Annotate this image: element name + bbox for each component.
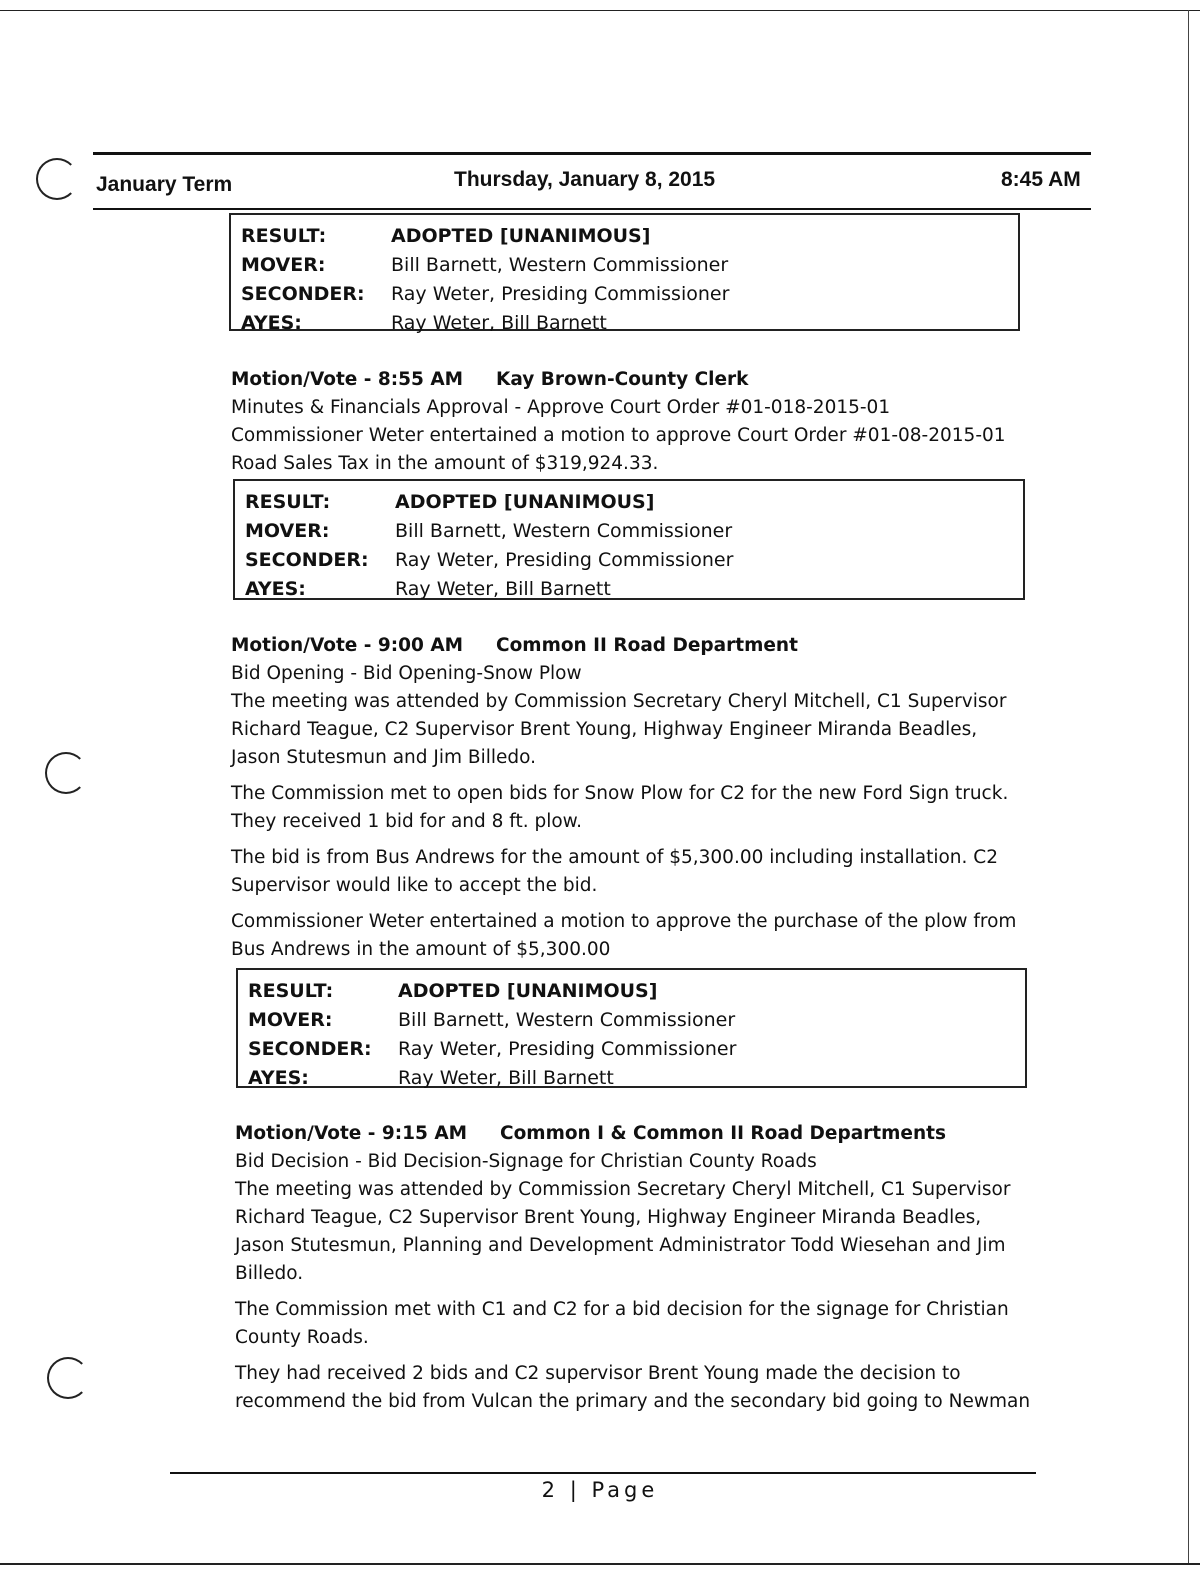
result-row xyxy=(241,221,1018,250)
page-edge-right xyxy=(1188,10,1189,1565)
result-value: ADOPTED [UNANIMOUS] xyxy=(391,224,651,247)
result-label: RESULT: xyxy=(248,979,334,1002)
motion-heading xyxy=(235,1120,1035,1148)
page-edge-top xyxy=(0,10,1200,11)
seconder-label: SECONDER: xyxy=(245,548,369,571)
mover-value: Bill Barnett, Western Commissioner xyxy=(391,253,729,276)
motion-paragraph: They had received 2 bids and C2 supervisor Brent Young made the decision to recommend the bid from Vulcan the primary and the secondary bid going to Newman xyxy=(235,1363,1031,1412)
punch-hole xyxy=(36,158,78,200)
result-value: ADOPTED [UNANIMOUS] xyxy=(398,979,658,1002)
mover-value: Bill Barnett, Western Commissioner xyxy=(398,1008,736,1031)
ayes-label: AYES: xyxy=(248,1066,309,1089)
seconder-label: SECONDER: xyxy=(241,282,365,305)
motion-paragraph: Bid Opening - Bid Opening-Snow Plow xyxy=(231,663,582,684)
seconder-row xyxy=(241,279,1018,308)
motion-paragraph: The bid is from Bus Andrews for the amount of $5,300.00 including installation. C2 Supervisor would like to accept the bid. xyxy=(231,847,998,896)
punch-hole xyxy=(47,1357,89,1399)
mover-row xyxy=(248,1005,1025,1034)
header-term: January Term xyxy=(96,173,233,196)
seconder-value: Ray Weter, Presiding Commissioner xyxy=(398,1037,737,1060)
mover-label: MOVER: xyxy=(248,1008,333,1031)
page-number: 2 | Page xyxy=(541,1478,659,1502)
header-rule-bottom xyxy=(93,208,1091,210)
ayes-label: AYES: xyxy=(245,577,306,600)
motion-heading xyxy=(231,366,1031,394)
ayes-value: Ray Weter, Bill Barnett xyxy=(395,577,611,600)
motion-department: Common II Road Department xyxy=(496,635,798,656)
motion-section xyxy=(231,632,1031,964)
mover-row xyxy=(241,250,1018,279)
motion-paragraph: The meeting was attended by Commission Secretary Cheryl Mitchell, C1 Supervisor Richard Teague, C2 Supervisor Brent Young, Highway Engineer Miranda Beadles, Jason Stutesmun, Planning and Development Administrator Todd Wiesehan and Jim Billedo. xyxy=(235,1179,1011,1284)
seconder-row xyxy=(248,1034,1025,1063)
seconder-value: Ray Weter, Presiding Commissioner xyxy=(391,282,730,305)
motion-paragraph: The Commission met to open bids for Snow Plow for C2 for the new Ford Sign truck. They received 1 bid for and 8 ft. plow. xyxy=(231,783,1009,832)
motion-section xyxy=(231,366,1031,478)
ayes-row xyxy=(248,1063,1025,1092)
result-label: RESULT: xyxy=(245,490,331,513)
motion-heading xyxy=(231,632,1031,660)
mover-label: MOVER: xyxy=(241,253,326,276)
motion-paragraph: The meeting was attended by Commission Secretary Cheryl Mitchell, C1 Supervisor Richard Teague, C2 Supervisor Brent Young, Highway Engineer Miranda Beadles, Jason Stutesmun and Jim Billedo. xyxy=(231,691,1007,768)
motion-time-label: Motion/Vote - 9:15 AM xyxy=(235,1123,468,1144)
mover-value: Bill Barnett, Western Commissioner xyxy=(395,519,733,542)
header-rule-top xyxy=(93,152,1091,155)
result-value: ADOPTED [UNANIMOUS] xyxy=(395,490,655,513)
motion-time-label: Motion/Vote - 9:00 AM xyxy=(231,635,464,656)
motion-time-label: Motion/Vote - 8:55 AM xyxy=(231,369,464,390)
header-time: 8:45 AM xyxy=(1001,168,1081,191)
page-edge-bottom xyxy=(0,1563,1200,1565)
seconder-label: SECONDER: xyxy=(248,1037,372,1060)
mover-row xyxy=(245,516,1023,545)
seconder-value: Ray Weter, Presiding Commissioner xyxy=(395,548,734,571)
result-label: RESULT: xyxy=(241,224,327,247)
motion-paragraph: Bid Decision - Bid Decision-Signage for Christian County Roads xyxy=(235,1151,817,1172)
vote-result-box xyxy=(236,968,1027,1088)
result-row xyxy=(248,976,1025,1005)
motion-department: Kay Brown-County Clerk xyxy=(496,369,749,390)
vote-result-box xyxy=(229,213,1020,334)
punch-hole xyxy=(45,752,87,794)
motion-paragraph: Commissioner Weter entertained a motion to approve the purchase of the plow from Bus Andrews in the amount of $5,300.00 xyxy=(231,911,1017,960)
result-row xyxy=(245,487,1023,516)
header-date: Thursday, January 8, 2015 xyxy=(454,168,716,191)
vote-result-box xyxy=(233,479,1025,600)
ayes-row xyxy=(241,308,1018,337)
ayes-row xyxy=(245,574,1023,603)
motion-paragraph: The Commission met with C1 and C2 for a bid decision for the signage for Christian County Roads. xyxy=(235,1299,1009,1348)
footer-rule xyxy=(170,1472,1036,1474)
mover-label: MOVER: xyxy=(245,519,330,542)
ayes-value: Ray Weter, Bill Barnett xyxy=(391,311,607,334)
motion-department: Common I & Common II Road Departments xyxy=(500,1123,946,1144)
motion-paragraph: Minutes & Financials Approval - Approve Court Order #01-018-2015-01 xyxy=(231,397,891,418)
ayes-value: Ray Weter, Bill Barnett xyxy=(398,1066,614,1089)
ayes-label: AYES: xyxy=(241,311,302,334)
motion-paragraph: Commissioner Weter entertained a motion to approve Court Order #01-08-2015-01 Road Sales Tax in the amount of $319,924.33. xyxy=(231,425,1006,474)
seconder-row xyxy=(245,545,1023,574)
motion-section xyxy=(235,1120,1035,1416)
